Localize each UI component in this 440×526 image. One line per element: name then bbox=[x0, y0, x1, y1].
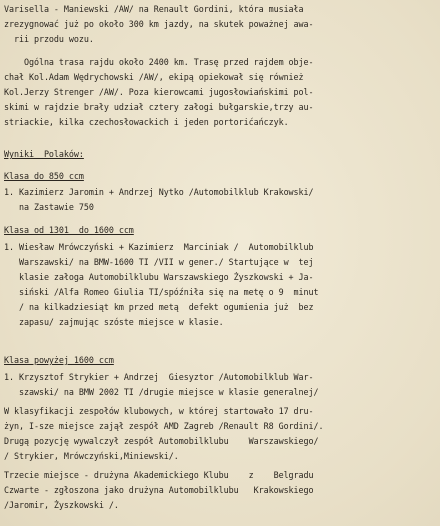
text-line: /Jaromir, Żyszkowski /. bbox=[4, 500, 119, 510]
text-line: Trzecie miejsce - drużyna Akademickiego Klubu z Belgradu bbox=[4, 470, 314, 480]
text-line: / na kilkadziesiąt km przed metą defekt ogumienia już bez bbox=[4, 302, 314, 312]
text-line: Varisella - Maniewski /AW/ na Renault Gordini, która musiała bbox=[4, 4, 304, 14]
text-line: rii przodu wozu. bbox=[4, 34, 94, 44]
text-line: / Strykier, Mrówczyński,Miniewski/. bbox=[4, 451, 179, 461]
text-line: zapasu/ zajmując szóste miejsce w klasie. bbox=[4, 317, 224, 327]
text-line: chał Kol.Adam Wędrychowski /AW/, ekipą opiekował się również bbox=[4, 72, 304, 82]
text-line: Kol.Jerzy Strenger /AW/. Poza kierowcami jugosłowiańskimi pol- bbox=[4, 87, 314, 97]
text-line: na Zastawie 750 bbox=[4, 202, 94, 212]
text-line: Czwarte - zgłoszona jako drużyna Automobilklubu Krakowskiego bbox=[4, 485, 314, 495]
text-line: 1. Kazimierz Jaromin + Andrzej Nytko /Automobilklub Krakowski/ bbox=[4, 187, 314, 197]
text-line: skimi w rajdzie brały udział cztery załogi bułgarskie,trzy au- bbox=[4, 102, 314, 112]
text-line: 1. Krzysztof Strykier + Andrzej Giesyztor /Automobilklub War- bbox=[4, 372, 314, 382]
text-line: striackie, kilka czechosłowackich i jeden portorićańczyk. bbox=[4, 117, 289, 127]
text-line: 1. Wiesław Mrówczyński + Kazimierz Marciniak / Automobilklub bbox=[4, 242, 314, 252]
text-line: klasie załoga Automobilklubu Warszawskiego Żyszkowski + Ja- bbox=[4, 272, 314, 282]
text-line: Drugą pozycję wywalczył zespół Automobilklubu Warszawskiego/ bbox=[4, 436, 319, 446]
class-heading: Klasa powyżej 1600 ccm bbox=[4, 355, 114, 365]
text-line: żyn, I-sze miejsce zajął zespół AMD Zagreb /Renault R8 Gordini/. bbox=[4, 421, 324, 431]
class-heading: Klasa do 850 ccm bbox=[4, 171, 84, 181]
text-line: Ogólna trasa rajdu około 2400 km. Trasę przed rajdem obje- bbox=[4, 57, 314, 67]
class-heading: Klasa od 1301 do 1600 ccm bbox=[4, 225, 134, 235]
text-line: zrezygnować już po około 300 km jazdy, na skutek poważnej awa- bbox=[4, 19, 314, 29]
text-line: siński /Alfa Romeo Giulia TI/spóźniła się na metę o 9 minut bbox=[4, 287, 319, 297]
text-line: szawski/ na BMW 2002 TI /drugie miejsce w klasie generalnej/ bbox=[4, 387, 319, 397]
text-line: W klasyfikacji zespołów klubowych, w której startowało 17 dru- bbox=[4, 406, 314, 416]
text-line: Warszawski/ na BMW-1600 TI /VII w gener./ Startujące w tej bbox=[4, 257, 314, 267]
results-heading: Wyniki Polaków: bbox=[4, 149, 84, 159]
